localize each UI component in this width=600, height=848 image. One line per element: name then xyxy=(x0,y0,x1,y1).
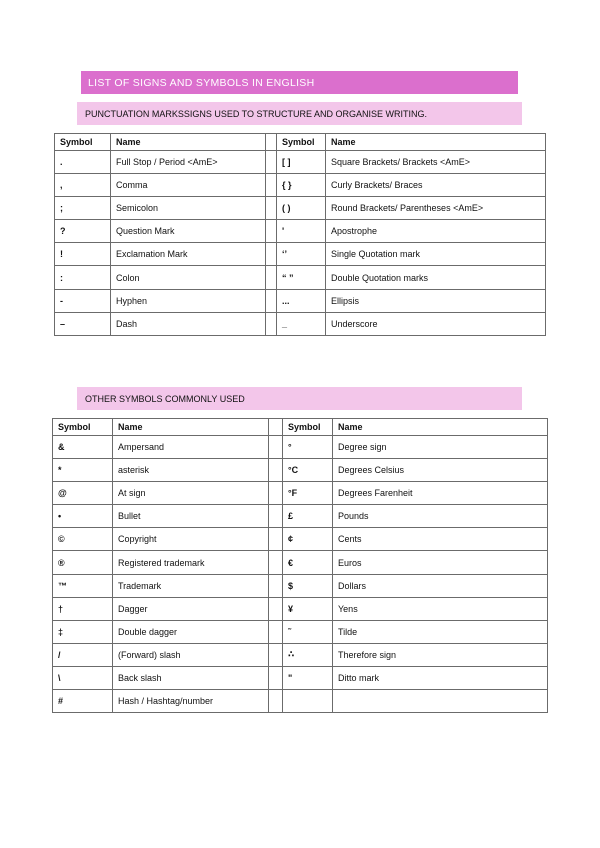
symbol-cell: " xyxy=(283,666,333,689)
col-header-symbol: Symbol xyxy=(53,419,113,436)
symbol-cell: ( ) xyxy=(277,197,326,220)
column-spacer xyxy=(269,459,283,482)
name-cell: Semicolon xyxy=(111,197,266,220)
col-header-symbol: Symbol xyxy=(283,419,333,436)
name-cell: Apostrophe xyxy=(326,220,546,243)
symbol-cell: ¢ xyxy=(283,528,333,551)
column-spacer xyxy=(266,151,277,174)
other-symbols-table-body xyxy=(53,419,548,713)
symbol-cell: ? xyxy=(55,220,111,243)
table-row xyxy=(53,459,548,482)
col-header-name: Name xyxy=(333,419,548,436)
column-spacer xyxy=(266,289,277,312)
symbol-cell: • xyxy=(53,505,113,528)
name-cell: Pounds xyxy=(333,505,548,528)
symbol-cell: ® xyxy=(53,551,113,574)
punctuation-table xyxy=(54,133,546,336)
table-row xyxy=(55,312,546,335)
name-cell: Comma xyxy=(111,174,266,197)
table-row xyxy=(53,574,548,597)
name-cell: Hyphen xyxy=(111,289,266,312)
name-cell: Yens xyxy=(333,597,548,620)
col-header-name: Name xyxy=(326,134,546,151)
name-cell: asterisk xyxy=(113,459,269,482)
table-header-row xyxy=(55,134,546,151)
symbol-cell: * xyxy=(53,459,113,482)
symbol-cell: _ xyxy=(277,312,326,335)
column-spacer xyxy=(266,312,277,335)
name-cell: Degrees Celsius xyxy=(333,459,548,482)
name-cell xyxy=(333,690,548,713)
name-cell: Underscore xyxy=(326,312,546,335)
col-header-symbol: Symbol xyxy=(277,134,326,151)
column-spacer xyxy=(266,197,277,220)
name-cell: Copyright xyxy=(113,528,269,551)
name-cell: Bullet xyxy=(113,505,269,528)
symbol-cell: ‡ xyxy=(53,620,113,643)
symbol-cell: # xyxy=(53,690,113,713)
name-cell: Degree sign xyxy=(333,436,548,459)
symbol-cell: © xyxy=(53,528,113,551)
symbol-cell: : xyxy=(55,266,111,289)
name-cell: Registered trademark xyxy=(113,551,269,574)
other-symbols-table xyxy=(52,418,548,713)
column-spacer xyxy=(269,436,283,459)
symbol-cell: ... xyxy=(277,289,326,312)
symbol-cell: € xyxy=(283,551,333,574)
table-row xyxy=(53,528,548,551)
name-cell: Colon xyxy=(111,266,266,289)
table-row xyxy=(53,482,548,505)
column-spacer xyxy=(266,134,277,151)
symbol-cell: ' xyxy=(277,220,326,243)
symbol-cell: - xyxy=(55,289,111,312)
table-header-row xyxy=(53,419,548,436)
table-row xyxy=(53,643,548,666)
name-cell: Single Quotation mark xyxy=(326,243,546,266)
name-cell: Double dagger xyxy=(113,620,269,643)
column-spacer xyxy=(269,482,283,505)
symbol-cell: £ xyxy=(283,505,333,528)
symbol-cell: “ ” xyxy=(277,266,326,289)
name-cell: Euros xyxy=(333,551,548,574)
column-spacer xyxy=(269,643,283,666)
column-spacer xyxy=(266,220,277,243)
column-spacer xyxy=(269,505,283,528)
symbol-cell: ™ xyxy=(53,574,113,597)
column-spacer xyxy=(266,266,277,289)
table-row xyxy=(55,266,546,289)
table-row xyxy=(53,690,548,713)
name-cell: Dagger xyxy=(113,597,269,620)
symbol-cell: ∴ xyxy=(283,643,333,666)
table-row xyxy=(53,436,548,459)
name-cell: Round Brackets/ Parentheses <AmE> xyxy=(326,197,546,220)
name-cell: Ellipsis xyxy=(326,289,546,312)
name-cell: Cents xyxy=(333,528,548,551)
name-cell: At sign xyxy=(113,482,269,505)
page-title: LIST OF SIGNS AND SYMBOLS IN ENGLISH xyxy=(81,71,518,94)
symbol-cell: { } xyxy=(277,174,326,197)
symbol-cell: \ xyxy=(53,666,113,689)
column-spacer xyxy=(269,574,283,597)
symbol-cell: °F xyxy=(283,482,333,505)
col-header-symbol: Symbol xyxy=(55,134,111,151)
name-cell: Dash xyxy=(111,312,266,335)
col-header-name: Name xyxy=(111,134,266,151)
punctuation-table-body xyxy=(55,134,546,336)
name-cell: Ampersand xyxy=(113,436,269,459)
table-row xyxy=(53,597,548,620)
column-spacer xyxy=(269,419,283,436)
symbol-cell: ˜ xyxy=(283,620,333,643)
name-cell: Back slash xyxy=(113,666,269,689)
other-symbols-heading: OTHER SYMBOLS COMMONLY USED xyxy=(77,387,522,410)
table-row xyxy=(55,151,546,174)
table-row xyxy=(53,620,548,643)
table-row xyxy=(55,243,546,266)
column-spacer xyxy=(269,528,283,551)
symbol-cell: / xyxy=(53,643,113,666)
table-row xyxy=(55,197,546,220)
column-spacer xyxy=(269,620,283,643)
symbol-cell: ‘’ xyxy=(277,243,326,266)
name-cell: Hash / Hashtag/number xyxy=(113,690,269,713)
name-cell: Curly Brackets/ Braces xyxy=(326,174,546,197)
name-cell: Question Mark xyxy=(111,220,266,243)
name-cell: Dollars xyxy=(333,574,548,597)
symbol-cell: °C xyxy=(283,459,333,482)
symbol-cell: , xyxy=(55,174,111,197)
column-spacer xyxy=(269,666,283,689)
table-row xyxy=(55,174,546,197)
punctuation-heading: PUNCTUATION MARKSSIGNS USED TO STRUCTURE AND ORGANISE WRITING. xyxy=(77,102,522,125)
symbol-cell: ; xyxy=(55,197,111,220)
symbol-cell: & xyxy=(53,436,113,459)
column-spacer xyxy=(269,551,283,574)
name-cell: Square Brackets/ Brackets <AmE> xyxy=(326,151,546,174)
symbol-cell: ¥ xyxy=(283,597,333,620)
name-cell: Therefore sign xyxy=(333,643,548,666)
name-cell: (Forward) slash xyxy=(113,643,269,666)
symbol-cell: † xyxy=(53,597,113,620)
table-row xyxy=(53,666,548,689)
symbol-cell: . xyxy=(55,151,111,174)
col-header-name: Name xyxy=(113,419,269,436)
symbol-cell: ° xyxy=(283,436,333,459)
symbol-cell xyxy=(283,690,333,713)
column-spacer xyxy=(266,174,277,197)
symbol-cell: ! xyxy=(55,243,111,266)
column-spacer xyxy=(266,243,277,266)
column-spacer xyxy=(269,597,283,620)
table-row xyxy=(55,220,546,243)
symbol-cell: $ xyxy=(283,574,333,597)
name-cell: Double Quotation marks xyxy=(326,266,546,289)
table-row xyxy=(53,505,548,528)
name-cell: Tilde xyxy=(333,620,548,643)
name-cell: Trademark xyxy=(113,574,269,597)
symbol-cell: @ xyxy=(53,482,113,505)
table-row xyxy=(53,551,548,574)
name-cell: Full Stop / Period <AmE> xyxy=(111,151,266,174)
name-cell: Ditto mark xyxy=(333,666,548,689)
symbol-cell: [ ] xyxy=(277,151,326,174)
name-cell: Exclamation Mark xyxy=(111,243,266,266)
name-cell: Degrees Farenheit xyxy=(333,482,548,505)
table-row xyxy=(55,289,546,312)
column-spacer xyxy=(269,690,283,713)
symbol-cell: – xyxy=(55,312,111,335)
